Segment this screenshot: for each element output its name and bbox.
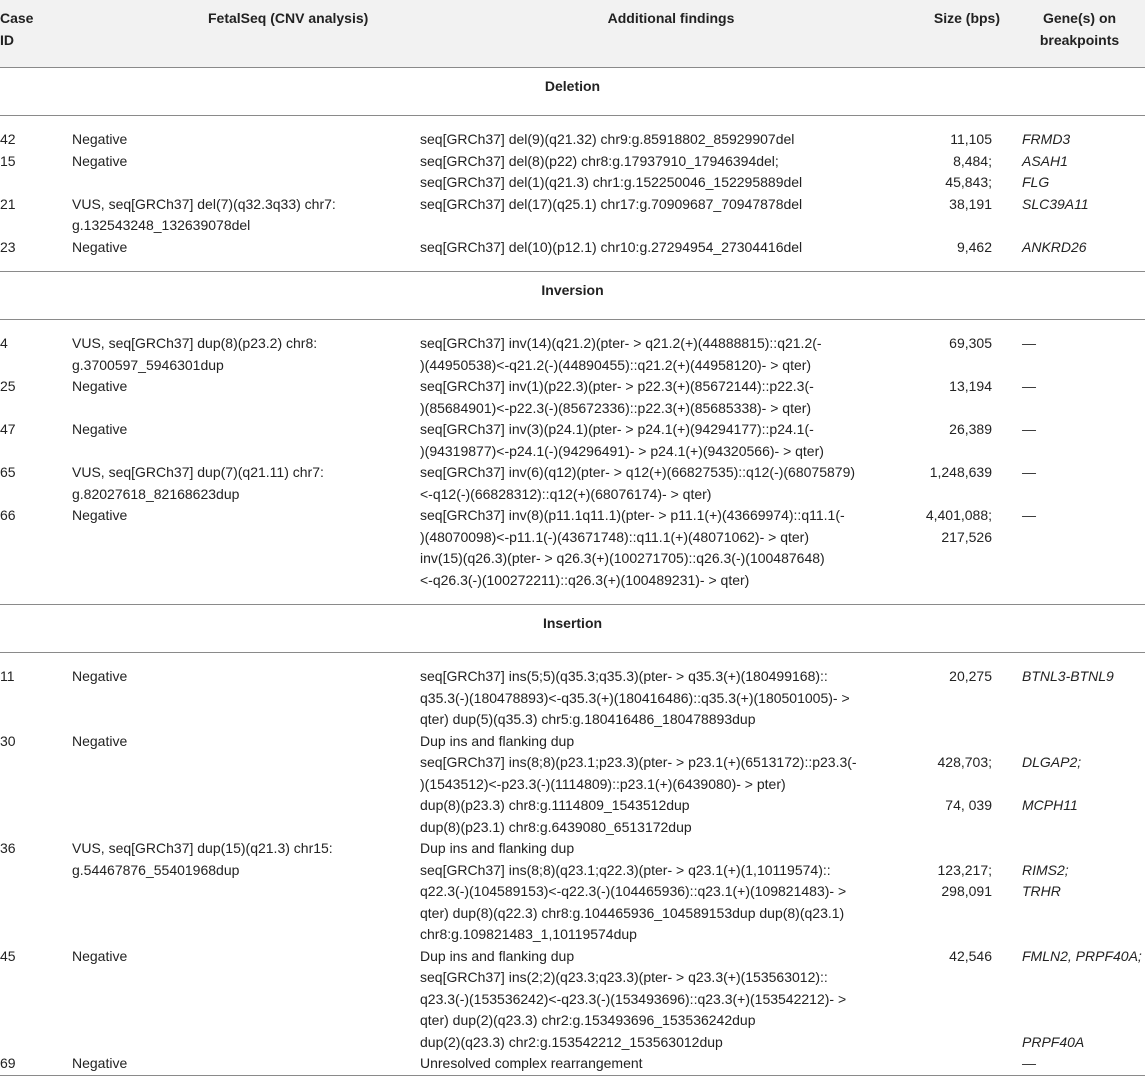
genes-cell-line: SLC39A11 xyxy=(1022,195,1089,212)
case-id-cell xyxy=(0,151,72,194)
findings-cell-line: qter) dup(8)(q22.3) chr8:g.104465936_104589153dup dup(8)(q23.1) xyxy=(420,904,845,921)
table-row xyxy=(0,462,1145,505)
table-row xyxy=(0,376,1145,419)
case-id-cell-line: 45 xyxy=(0,947,16,964)
section-title: Inversion xyxy=(0,272,1145,320)
findings-cell-line: )(85684901)<-p22.3(-)(85672336)::p22.3(+)(85685338)- > qter) xyxy=(420,399,812,416)
genes-cell xyxy=(1014,462,1145,505)
fetalseq-cell-line: Negative xyxy=(72,947,128,964)
case-id-cell-line: 25 xyxy=(0,378,16,394)
section-header xyxy=(0,605,1145,653)
genes-cell-line xyxy=(1022,731,1145,753)
size-cell-line: 8,484; xyxy=(953,152,992,169)
genes-cell-line: FMLN2, PRPF40A; xyxy=(1022,947,1142,964)
fetalseq-cell xyxy=(72,333,420,376)
findings-cell xyxy=(420,129,922,151)
findings-cell-line: dup(8)(p23.3) chr8:g.1114809_1543512dup xyxy=(420,797,690,813)
fetalseq-cell-line: VUS, seq[GRCh37] dup(7)(q21.11) chr7: xyxy=(72,464,324,480)
genes-cell-line: PRPF40A xyxy=(1022,1033,1085,1050)
table-row xyxy=(0,129,1145,151)
genes-cell-line xyxy=(1022,774,1145,796)
case-id-cell xyxy=(0,419,72,462)
findings-cell-line: <-q12(-)(66828312)::q12(+)(68076174)- > qter) xyxy=(420,485,712,502)
case-id-cell xyxy=(0,838,72,946)
genes-cell xyxy=(1014,731,1145,839)
table-row xyxy=(0,505,1145,591)
genes-cell-line xyxy=(1022,1010,1145,1032)
case-id-cell xyxy=(0,946,72,1054)
genes-cell xyxy=(1014,1053,1145,1075)
findings-cell xyxy=(420,731,922,839)
case-id-cell-line: 21 xyxy=(0,195,16,212)
findings-cell-line: chr8:g.109821483_1,10119574dup xyxy=(420,926,637,942)
case-id-cell xyxy=(0,237,72,259)
findings-cell-line: <-q26.3(-)(100272211)::q26.3(+)(100489231)- > qter) xyxy=(420,571,750,588)
genes-cell-line: — xyxy=(1022,464,1036,480)
header-fetalseq: FetalSeq (CNV analysis) xyxy=(72,0,420,68)
case-id-cell xyxy=(0,505,72,591)
genes-cell-line: FRMD3 xyxy=(1022,131,1071,147)
section-header xyxy=(0,272,1145,320)
case-id-cell xyxy=(0,1053,72,1075)
genes-cell-line: — xyxy=(1022,1055,1036,1071)
findings-cell-line: Dup ins and flanking dup xyxy=(420,732,575,749)
size-cell-line: 4,401,088; xyxy=(925,507,992,523)
findings-cell-line: seq[GRCh37] ins(8;8)(p23.1;p23.3)(pter- > p23.1(+)(6513172)::p23.3(- xyxy=(420,754,857,770)
fetalseq-cell xyxy=(72,237,420,259)
table-row xyxy=(0,946,1145,1054)
case-id-cell-line: 30 xyxy=(0,732,16,749)
case-id-cell xyxy=(0,666,72,731)
case-id-cell xyxy=(0,129,72,151)
findings-cell-line: seq[GRCh37] inv(1)(p22.3)(pter- > p22.3(+)(85672144)::p22.3(- xyxy=(420,378,814,394)
findings-cell-line: q35.3(-)(180478893)<-q35.3(+)(180416486)::q35.3(+)(180501005)- > xyxy=(420,689,850,706)
size-cell-line: 38,191 xyxy=(949,195,992,212)
genes-cell xyxy=(1014,419,1145,462)
fetalseq-cell-line: VUS, seq[GRCh37] dup(15)(q21.3) chr15: xyxy=(72,840,333,856)
findings-cell-line: )(94319877)<-p24.1(-)(94296491)- > p24.1(+)(94320566)- > qter) xyxy=(420,442,824,459)
genes-cell xyxy=(1014,151,1145,194)
genes-cell xyxy=(1014,333,1145,376)
fetalseq-cell-line: g.132543248_132639078del xyxy=(72,217,251,233)
case-id-cell-line: 65 xyxy=(0,464,16,480)
case-id-cell xyxy=(0,376,72,419)
findings-cell xyxy=(420,151,922,194)
fetalseq-cell xyxy=(72,129,420,151)
findings-cell xyxy=(420,666,922,731)
table-row xyxy=(0,194,1145,237)
case-id-cell xyxy=(0,333,72,376)
fetalseq-cell-line: Negative xyxy=(72,1055,128,1071)
fetalseq-cell-line: Negative xyxy=(72,238,128,255)
case-id-cell-line: 11 xyxy=(0,668,15,684)
genes-cell xyxy=(1014,129,1145,151)
size-cell xyxy=(922,151,1014,194)
findings-cell xyxy=(420,237,922,259)
findings-cell-line: Unresolved complex rearrangement xyxy=(420,1055,643,1071)
genes-cell xyxy=(1014,194,1145,237)
size-cell xyxy=(922,1053,1014,1075)
case-id-cell-line: 4 xyxy=(0,335,8,351)
size-cell xyxy=(922,838,1014,946)
genes-cell xyxy=(1014,505,1145,591)
table-row xyxy=(0,237,1145,259)
fetalseq-cell xyxy=(72,666,420,731)
table-row xyxy=(0,333,1145,376)
fetalseq-cell-line: VUS, seq[GRCh37] dup(8)(p23.2) chr8: xyxy=(72,335,318,351)
findings-cell xyxy=(420,1053,922,1075)
genes-cell-line: ASAH1 xyxy=(1022,152,1068,169)
genes-cell-line xyxy=(1022,967,1145,989)
findings-cell-line: )(44950538)<-q21.2(-)(44890455)::q21.2(+)(44958120)- > qter) xyxy=(420,356,812,373)
fetalseq-cell xyxy=(72,946,420,1054)
size-cell xyxy=(922,731,1014,839)
fetalseq-cell xyxy=(72,505,420,591)
genes-cell-line xyxy=(1022,838,1145,860)
size-cell xyxy=(922,505,1014,591)
size-cell-line: 42,546 xyxy=(949,947,992,964)
genes-cell-line: — xyxy=(1022,507,1036,523)
table-body xyxy=(0,68,1145,1076)
genes-cell xyxy=(1014,666,1145,731)
size-cell xyxy=(922,376,1014,419)
header-size: Size (bps) xyxy=(922,0,1014,68)
case-id-cell-line: 47 xyxy=(0,421,16,437)
fetalseq-cell xyxy=(72,838,420,946)
findings-cell xyxy=(420,333,922,376)
genes-cell-line: DLGAP2; xyxy=(1022,754,1082,770)
size-cell-line: 69,305 xyxy=(949,335,992,351)
size-cell-line: 74, 039 xyxy=(945,797,992,813)
size-cell-line xyxy=(922,774,992,796)
size-cell xyxy=(922,333,1014,376)
case-id-cell-line: 66 xyxy=(0,507,16,523)
size-cell-line: 11,105 xyxy=(950,131,992,147)
case-id-cell-line: 36 xyxy=(0,840,16,856)
genes-cell xyxy=(1014,946,1145,1054)
case-id-cell xyxy=(0,462,72,505)
size-cell-line: 123,217; xyxy=(937,861,992,878)
findings-cell-line: seq[GRCh37] inv(14)(q21.2)(pter- > q21.2(+)(44888815)::q21.2(- xyxy=(420,335,822,351)
header-additional-findings: Additional findings xyxy=(420,0,922,68)
findings-cell-line: Dup ins and flanking dup xyxy=(420,840,575,856)
table-row xyxy=(0,731,1145,839)
findings-cell-line: q23.3(-)(153536242)<-q23.3(-)(153493696)::q23.3(+)(153542212)- > xyxy=(420,990,847,1007)
size-cell-line: 217,526 xyxy=(941,528,992,545)
size-cell-line: 20,275 xyxy=(949,668,992,684)
case-id-cell xyxy=(0,194,72,237)
findings-cell-line: )(1543512)<-p23.3(-)(1114809)::p23.1(+)(6439080)- > pter) xyxy=(420,775,786,792)
findings-cell-line: seq[GRCh37] ins(2;2)(q23.3;q23.3)(pter- > q23.3(+)(153563012):: xyxy=(420,969,828,985)
fetalseq-cell xyxy=(72,376,420,419)
genes-cell-line: — xyxy=(1022,378,1036,394)
case-id-cell-line: 69 xyxy=(0,1055,16,1071)
fetalseq-cell xyxy=(72,194,420,237)
findings-cell-line: q22.3(-)(104589153)<-q22.3(-)(104465936)::q23.1(+)(109821483)- > xyxy=(420,883,847,899)
fetalseq-cell xyxy=(72,1053,420,1075)
findings-cell-line: seq[GRCh37] inv(8)(p11.1q11.1)(pter- > p11.1(+)(43669974)::q11.1(- xyxy=(420,507,845,523)
genes-cell-line xyxy=(1022,989,1145,1011)
fetalseq-cell-line: Negative xyxy=(72,507,128,523)
table-row xyxy=(0,419,1145,462)
size-cell-line: 9,462 xyxy=(956,238,992,255)
genes-cell-line: MCPH11 xyxy=(1022,797,1078,813)
fetalseq-cell-line: Negative xyxy=(72,421,128,437)
findings-cell xyxy=(420,462,922,505)
findings-cell-line: qter) dup(5)(q35.3) chr5:g.180416486_180478893dup xyxy=(420,711,756,727)
size-cell-line: 45,843; xyxy=(945,174,992,190)
genes-cell-line: FLG xyxy=(1022,174,1050,190)
table-row xyxy=(0,666,1145,731)
fetalseq-cell-line: Negative xyxy=(72,131,128,147)
findings-cell-line: inv(15)(q26.3)(pter- > q26.3(+)(100271705)::q26.3(-)(100487648) xyxy=(420,550,825,566)
section-title: Deletion xyxy=(0,68,1145,116)
size-cell-line: 298,091 xyxy=(941,883,992,899)
size-cell xyxy=(922,419,1014,462)
findings-cell xyxy=(420,946,922,1054)
genes-cell-line: TRHR xyxy=(1022,883,1061,899)
fetalseq-cell-line: Negative xyxy=(72,378,128,394)
genes-cell-line: — xyxy=(1022,335,1036,351)
size-cell-line: 428,703; xyxy=(937,754,992,770)
size-cell-line: 26,389 xyxy=(949,421,992,437)
findings-cell-line: )(48070098)<-p11.1(-)(43671748)::q11.1(+)(48071062)- > qter) xyxy=(420,528,809,545)
findings-cell-line: seq[GRCh37] del(1)(q21.3) chr1:g.152250046_152295889del xyxy=(420,174,803,190)
fetalseq-cell-line: g.82027618_82168623dup xyxy=(72,485,240,502)
findings-cell-line: seq[GRCh37] ins(8;8)(q23.1;q22.3)(pter- > q23.1(+)(1,10119574):: xyxy=(420,861,831,878)
findings-cell xyxy=(420,419,922,462)
size-cell-line xyxy=(922,838,992,860)
fetalseq-cell-line: VUS, seq[GRCh37] del(7)(q32.3q33) chr7: xyxy=(72,195,336,212)
findings-cell xyxy=(420,194,922,237)
size-cell-line xyxy=(922,731,992,753)
size-cell xyxy=(922,237,1014,259)
fetalseq-cell-line: Negative xyxy=(72,668,128,684)
findings-cell-line: seq[GRCh37] del(9)(q21.32) chr9:g.85918802_85929907del xyxy=(420,131,795,147)
findings-cell-line: seq[GRCh37] del(17)(q25.1) chr17:g.70909687_70947878del xyxy=(420,195,803,212)
header-genes: Gene(s) on breakpoints xyxy=(1014,0,1145,68)
findings-cell xyxy=(420,376,922,419)
findings-cell-line: seq[GRCh37] del(8)(p22) chr8:g.17937910_17946394del; xyxy=(420,152,779,169)
size-cell xyxy=(922,946,1014,1054)
fetalseq-cell-line: Negative xyxy=(72,732,128,749)
findings-cell-line: seq[GRCh37] del(10)(p12.1) chr10:g.27294954_27304416del xyxy=(420,238,803,255)
genes-cell xyxy=(1014,237,1145,259)
section-title: Insertion xyxy=(0,605,1145,653)
case-id-cell-line: 42 xyxy=(0,131,16,147)
fetalseq-cell-line: g.3700597_5946301dup xyxy=(72,356,224,373)
fetalseq-cell-line: g.54467876_55401968dup xyxy=(72,861,240,878)
genes-cell xyxy=(1014,838,1145,946)
findings-cell-line: qter) dup(2)(q23.3) chr2:g.153493696_153536242dup xyxy=(420,1012,756,1028)
fetalseq-cell xyxy=(72,419,420,462)
case-id-cell-line: 15 xyxy=(0,152,16,169)
genes-cell-line: RIMS2; xyxy=(1022,861,1069,878)
table-row xyxy=(0,1053,1145,1075)
case-id-cell-line: 23 xyxy=(0,238,16,255)
findings-cell xyxy=(420,838,922,946)
findings-cell-line: seq[GRCh37] inv(6)(q12)(pter- > q12(+)(66827535)::q12(-)(68075879) xyxy=(420,464,856,480)
size-cell xyxy=(922,462,1014,505)
size-cell-line xyxy=(922,1053,992,1075)
header-case-id: Case ID xyxy=(0,0,72,68)
case-id-cell xyxy=(0,731,72,839)
genes-cell-line: — xyxy=(1022,421,1036,437)
fetalseq-cell-line: Negative xyxy=(72,152,128,169)
findings-cell-line: dup(2)(q23.3) chr2:g.153542212_153563012dup xyxy=(420,1033,723,1050)
fetalseq-cell xyxy=(72,151,420,194)
table-row xyxy=(0,838,1145,946)
size-cell xyxy=(922,129,1014,151)
table-row xyxy=(0,151,1145,194)
findings-cell-line: Dup ins and flanking dup xyxy=(420,947,575,964)
fetalseq-cell xyxy=(72,462,420,505)
findings-cell-line: seq[GRCh37] inv(3)(p24.1)(pter- > p24.1(+)(94294177)::p24.1(- xyxy=(420,421,814,437)
size-cell-line: 1,248,639 xyxy=(929,464,992,480)
size-cell xyxy=(922,666,1014,731)
size-cell xyxy=(922,194,1014,237)
findings-cell xyxy=(420,505,922,591)
genes-cell-line: BTNL3-BTNL9 xyxy=(1022,668,1114,684)
fetalseq-cell xyxy=(72,731,420,839)
findings-cell-line: seq[GRCh37] ins(5;5)(q35.3;q35.3)(pter- > q35.3(+)(180499168):: xyxy=(420,668,828,684)
genes-cell xyxy=(1014,376,1145,419)
section-header xyxy=(0,68,1145,116)
size-cell-line: 13,194 xyxy=(949,378,992,394)
genes-cell-line: ANKRD26 xyxy=(1022,238,1087,255)
findings-cell-line: dup(8)(p23.1) chr8:g.6439080_6513172dup xyxy=(420,818,692,835)
table-header xyxy=(0,0,1145,68)
